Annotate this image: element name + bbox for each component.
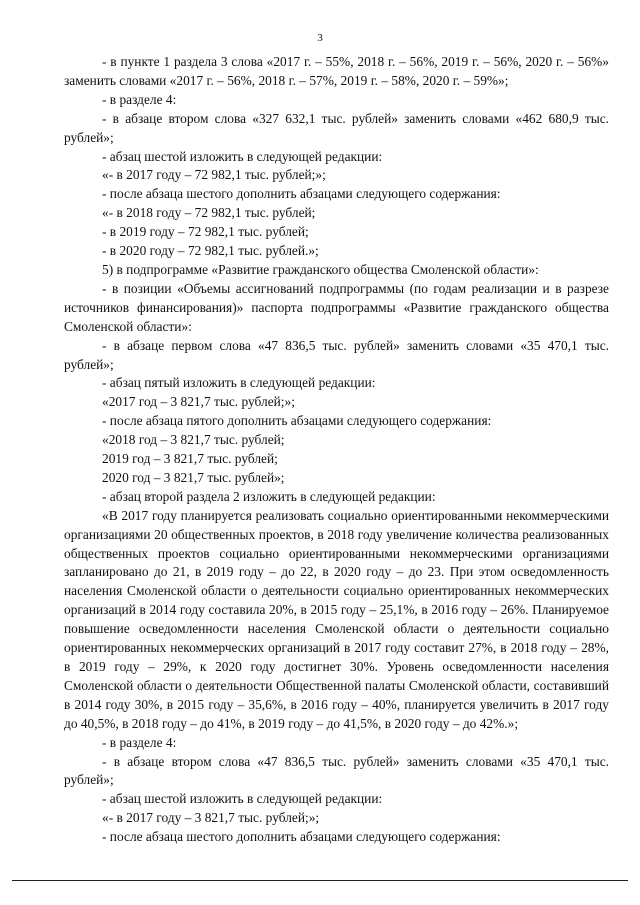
paragraph: - абзац второй раздела 2 изложить в следующей редакции: <box>102 488 436 504</box>
document-body <box>64 53 609 847</box>
paragraph: - в 2019 году – 72 982,1 тыс. рублей; <box>102 224 309 240</box>
paragraph: - в абзаце втором слова «327 632,1 тыс. рублей» заменить словами «462 680,9 тыс. рублей»; <box>64 110 609 145</box>
paragraph: - в разделе 4: <box>102 91 177 107</box>
paragraph: «- в 2017 году – 3 821,7 тыс. рублей;»; <box>102 810 320 826</box>
paragraph: 2020 год – 3 821,7 тыс. рублей»; <box>102 469 285 485</box>
paragraph: - после абзаца шестого дополнить абзацами следующего содержания: <box>102 829 501 845</box>
paragraph: 2019 год – 3 821,7 тыс. рублей; <box>102 451 278 467</box>
paragraph: - в абзаце втором слова «47 836,5 тыс. рублей» заменить словами «35 470,1 тыс. рублей»; <box>64 753 609 788</box>
paragraph: - в позиции «Объемы ассигнований подпрограммы (по годам реализации и в разрезе источников финансирования)» паспорта подпрограммы «Развитие гражданского общества Смоленской области»: <box>64 280 609 334</box>
paragraph: - в пункте 1 раздела 3 слова «2017 г. – 55%, 2018 г. – 56%, 2019 г. – 56%, 2020 г. – 56%» заменить словами «2017 г. – 56%, 2018 г. – 57%, 2019 г. – 58%, 2020 г. – 59%»; <box>64 54 609 88</box>
paragraph: - в абзаце первом слова «47 836,5 тыс. рублей» заменить словами «35 470,1 тыс. рублей»; <box>64 337 609 372</box>
paragraph: - абзац пятый изложить в следующей редакции: <box>102 375 376 391</box>
paragraph: - после абзаца пятого дополнить абзацами следующего содержания: <box>102 413 492 429</box>
paragraph: - после абзаца шестого дополнить абзацами следующего содержания: <box>102 186 501 202</box>
paragraph: «2018 год – 3 821,7 тыс. рублей; <box>102 432 285 448</box>
paragraph: «- в 2018 году – 72 982,1 тыс. рублей; <box>102 205 316 221</box>
page-number: 3 <box>317 32 323 44</box>
paragraph: - в разделе 4: <box>102 734 177 750</box>
paragraph: - абзац шестой изложить в следующей редакции: <box>102 791 383 807</box>
paragraph: - абзац шестой изложить в следующей редакции: <box>102 148 383 164</box>
paragraph: «В 2017 году планируется реализовать социально ориентированными некоммерческими организациями 20 общественных проектов, в 2018 году увеличение количества реализованных общественных проектов социально ориентированными некоммерческими организациями запланировано до 21, в 2019 году – до 22, в 2020 году – до 23. При этом осведомленность населения Смоленской области о деятельности социально ориентированных некоммерческих организаций в 2014 году составила 20%, в 2015 году – 25,1%, в 2016 году – 26%. Планируемое повышение осведомленности населения Смоленской области о деятельности социально ориентированных некоммерческих организаций в 2017 году составит 27%, в 2018 году – 28%, в 2019 году – 29%, к 2020 году достигнет 30%. Уровень осведомленности населения Смоленской области о деятельности Общественной палаты Смоленской области, составивший в 2014 году 30%, в 2015 году – 35,6%, в 2016 году – 40%, планируется увеличить в 2017 году до 40,5%, в 2018 году – до 41%, в 2019 году – до 41,5%, в 2020 году – до 42%.»; <box>64 507 609 731</box>
paragraph: 5) в подпрограмме «Развитие гражданского общества Смоленской области»: <box>102 261 539 277</box>
page-bottom-rule <box>12 880 628 881</box>
paragraph: «2017 год – 3 821,7 тыс. рублей;»; <box>102 394 295 410</box>
paragraph: «- в 2017 году – 72 982,1 тыс. рублей;»; <box>102 167 326 183</box>
paragraph: - в 2020 году – 72 982,1 тыс. рублей.»; <box>102 243 319 259</box>
